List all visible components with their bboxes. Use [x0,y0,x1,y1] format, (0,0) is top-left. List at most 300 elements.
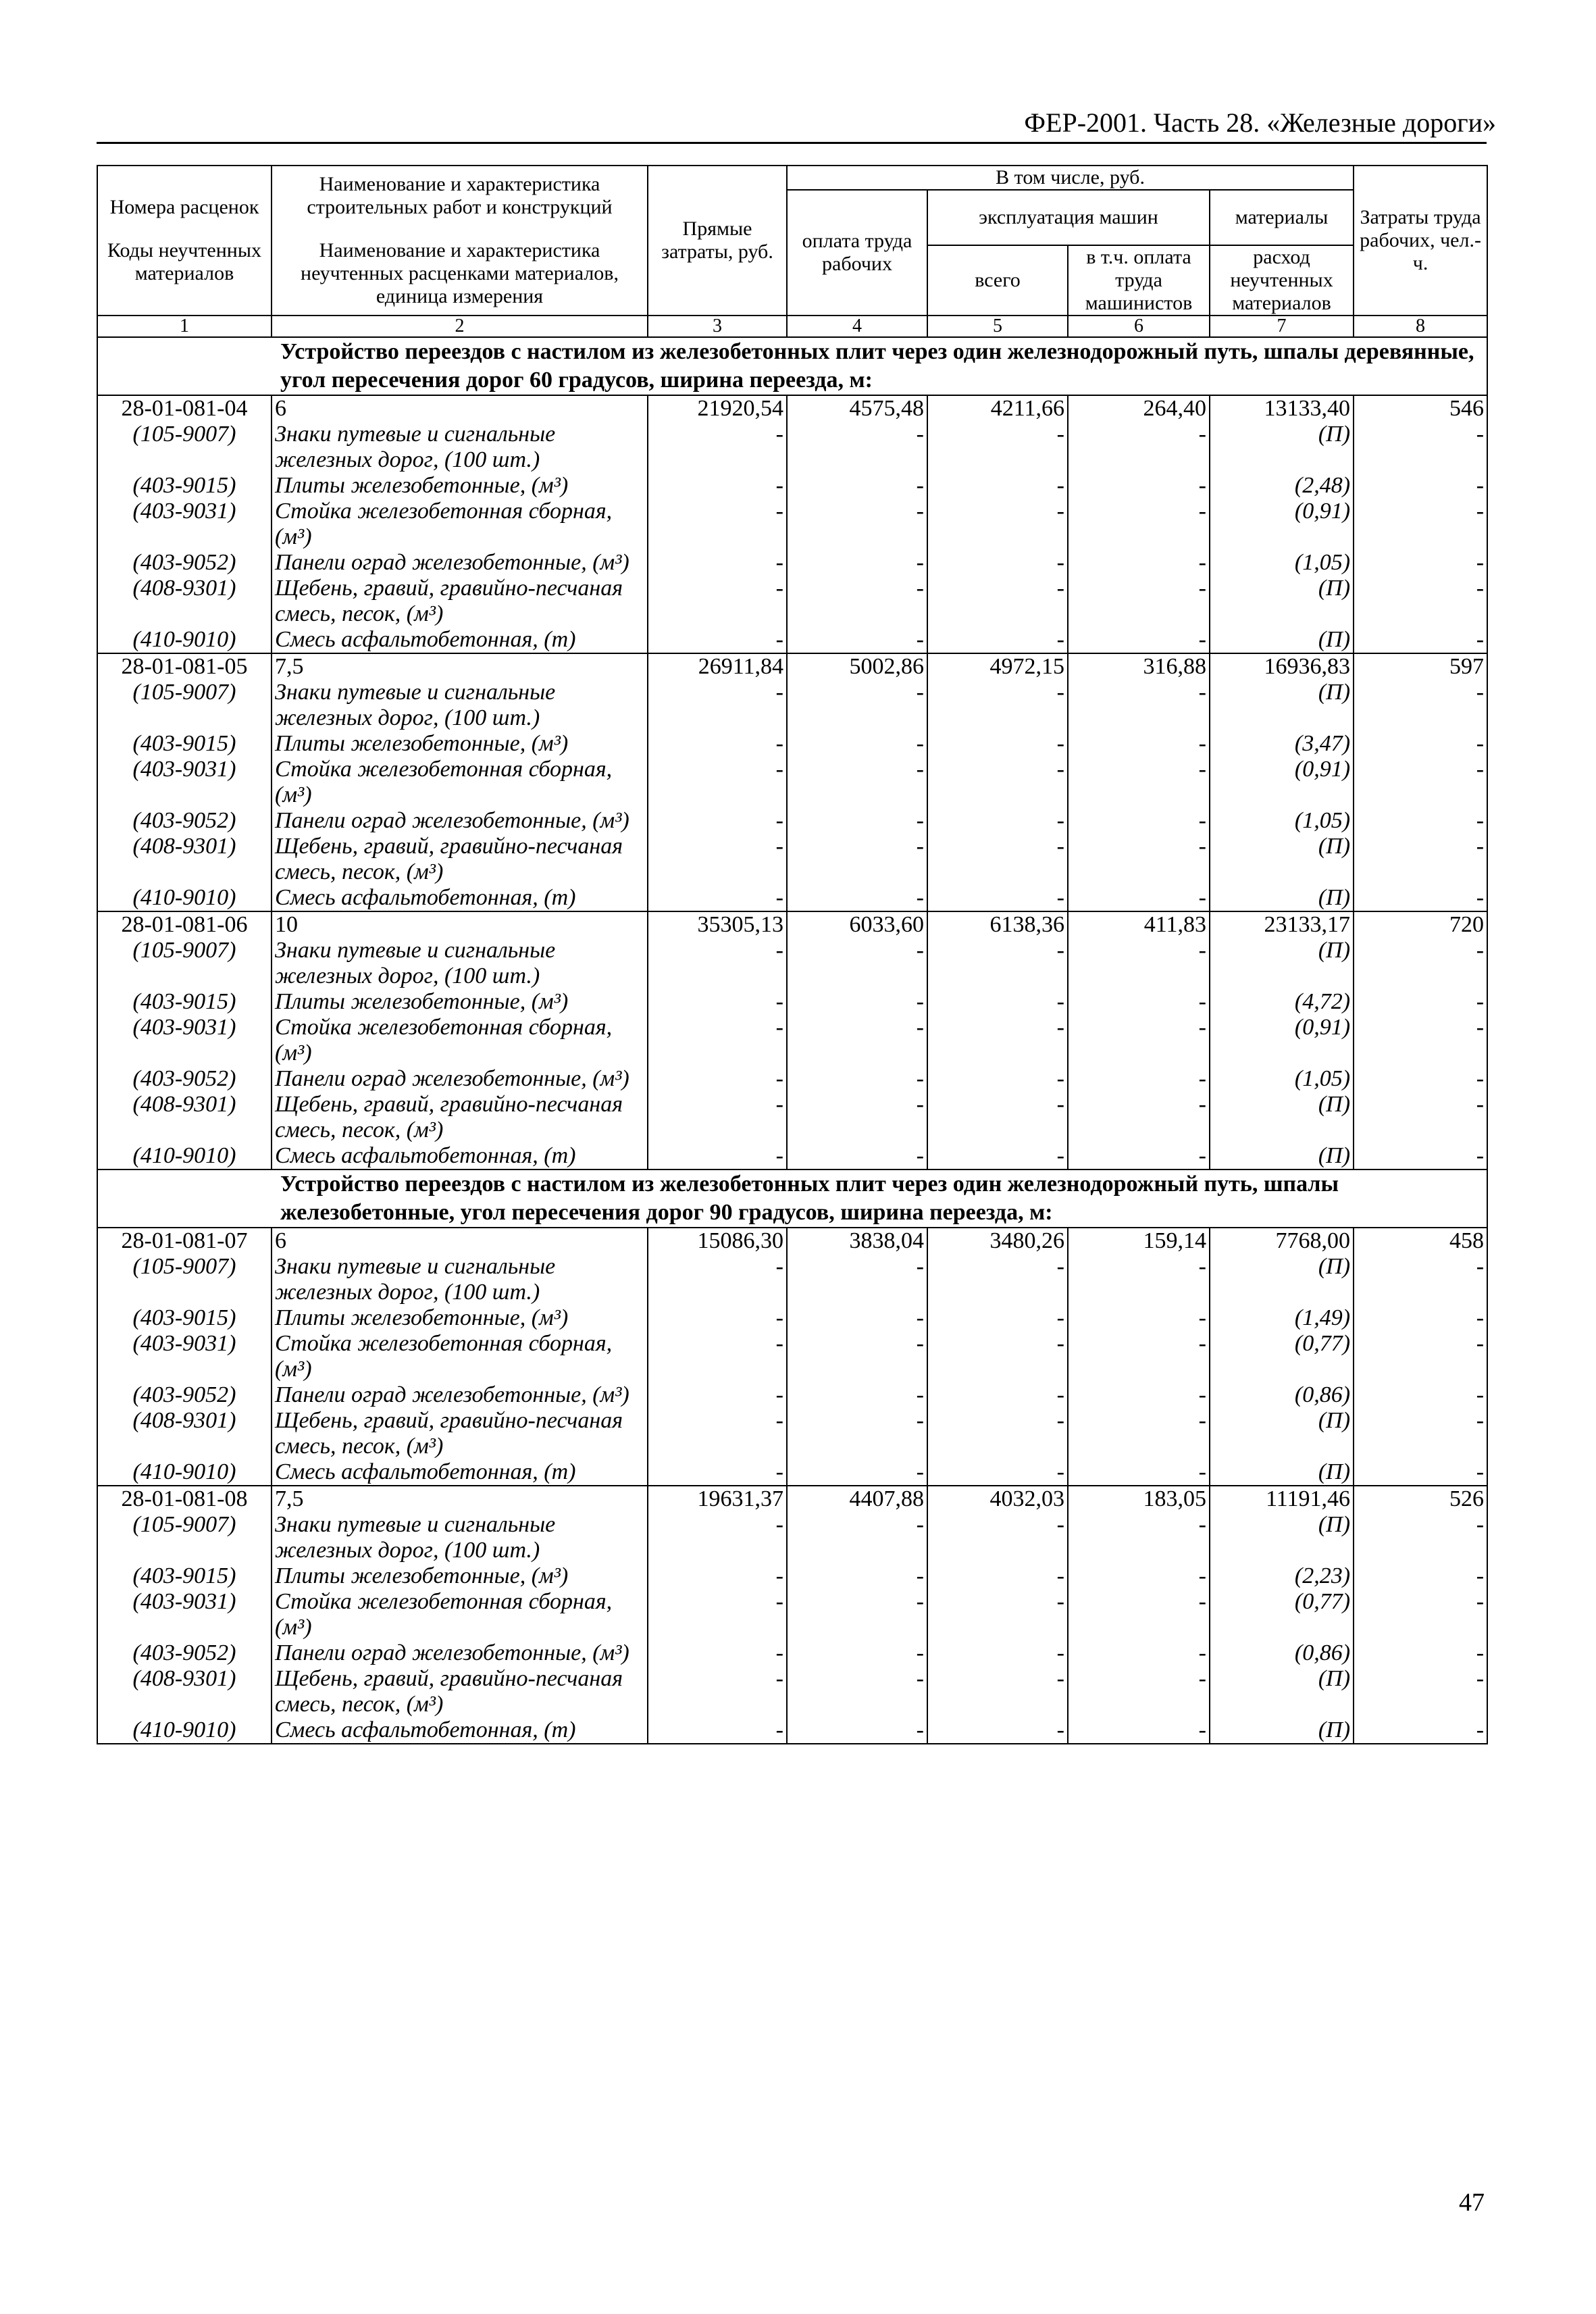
material-name: Панели оград железобетонные, (м³) [272,550,648,576]
header-col8: Затраты труда рабочих, чел.-ч. [1354,166,1487,316]
dash-cell: - [1354,808,1487,834]
dash-cell: - [648,1563,787,1589]
dash-cell: - [1068,731,1210,757]
dash-cell: - [1068,1666,1210,1717]
dash-cell: - [648,1331,787,1382]
dash-cell: - [927,989,1068,1015]
column-number: 3 [648,316,787,337]
material-amount: (П) [1210,422,1354,473]
dash-cell: - [1068,1717,1210,1744]
dash-cell: - [927,1143,1068,1169]
dash-cell: - [1068,1640,1210,1666]
dash-cell: - [927,627,1068,653]
dash-cell: - [648,576,787,627]
dash-cell: - [648,1143,787,1169]
dash-cell: - [787,885,927,911]
material-code: (403-9015) [97,989,272,1015]
dash-cell: - [927,680,1068,731]
dash-cell: - [1068,1589,1210,1640]
dash-cell: - [1068,550,1210,576]
header-col3: Прямые затраты, руб. [648,166,787,316]
material-name: Знаки путевые и сигнальные железных дорог, (100 шт.) [272,1254,648,1305]
labor-wages: 6033,60 [787,911,927,938]
dash-cell: - [648,1459,787,1486]
material-amount: (1,05) [1210,550,1354,576]
material-name: Плиты железобетонные, (м³) [272,473,648,499]
dash-cell: - [1354,834,1487,885]
header-column-numbers [97,316,1487,337]
material-code: (408-9301) [97,1408,272,1459]
dash-cell: - [1354,627,1487,653]
material-amount: (0,77) [1210,1331,1354,1382]
header-col1 [97,166,272,316]
material-row [97,473,1487,499]
dash-cell: - [787,757,927,808]
dash-cell: - [1068,1254,1210,1305]
material-name: Панели оград железобетонные, (м³) [272,1066,648,1092]
dash-cell: - [1068,1305,1210,1331]
dash-cell: - [927,1589,1068,1640]
dash-cell: - [1068,1459,1210,1486]
material-row [97,1717,1487,1744]
dash-cell: - [927,1563,1068,1589]
dash-cell: - [927,1382,1068,1408]
dash-cell: - [1354,1092,1487,1143]
section-title-row [97,337,1487,395]
dash-cell: - [648,938,787,989]
dash-cell: - [1068,989,1210,1015]
material-name: Смесь асфальтобетонная, (т) [272,1143,648,1169]
material-amount: (П) [1210,680,1354,731]
material-row [97,499,1487,550]
rate-width: 7,5 [272,653,648,680]
labor-hours: 597 [1354,653,1487,680]
material-code: (408-9301) [97,576,272,627]
header-col2-bottom: Наименование и характеристика неучтенных расценками материалов, единица измерения [301,239,619,307]
material-amount: (П) [1210,1459,1354,1486]
material-row [97,885,1487,911]
header-materials-group: материалы [1210,190,1354,245]
header-col6: в т.ч. оплата труда машинистов [1068,245,1210,316]
dash-cell: - [927,938,1068,989]
rate-width: 7,5 [272,1486,648,1512]
dash-cell: - [1354,1717,1487,1744]
dash-cell: - [927,1331,1068,1382]
dash-cell: - [648,731,787,757]
dash-cell: - [648,834,787,885]
material-amount: (П) [1210,1092,1354,1143]
dash-cell: - [1068,1563,1210,1589]
dash-cell: - [648,885,787,911]
material-name: Панели оград железобетонные, (м³) [272,1640,648,1666]
material-code: (408-9301) [97,834,272,885]
dash-cell: - [927,731,1068,757]
machinists-wages: 264,40 [1068,395,1210,422]
machines-total: 3480,26 [927,1228,1068,1254]
column-number: 8 [1354,316,1487,337]
material-name: Щебень, гравий, гравийно-песчаная смесь, песок, (м³) [272,1666,648,1717]
dash-cell: - [1354,1640,1487,1666]
dash-cell: - [1068,885,1210,911]
rates-table [97,165,1488,1744]
column-number: 2 [272,316,648,337]
material-name: Смесь асфальтобетонная, (т) [272,1717,648,1744]
rate-width: 6 [272,1228,648,1254]
material-code: (408-9301) [97,1092,272,1143]
dash-cell: - [927,1459,1068,1486]
dash-cell: - [1354,757,1487,808]
dash-cell: - [787,1640,927,1666]
direct-costs: 19631,37 [648,1486,787,1512]
dash-cell: - [787,1015,927,1066]
material-amount: (2,48) [1210,473,1354,499]
material-code: (105-9007) [97,422,272,473]
material-row [97,834,1487,885]
dash-cell: - [1354,499,1487,550]
material-name: Смесь асфальтобетонная, (т) [272,885,648,911]
dash-cell: - [1068,1382,1210,1408]
material-name: Панели оград железобетонные, (м³) [272,1382,648,1408]
dash-cell: - [927,1092,1068,1143]
rate-code: 28-01-081-04 [97,395,272,422]
material-row [97,938,1487,989]
dash-cell: - [927,834,1068,885]
dash-cell: - [648,473,787,499]
materials-cost: 16936,83 [1210,653,1354,680]
material-row [97,1408,1487,1459]
material-name: Знаки путевые и сигнальные железных дорог, (100 шт.) [272,422,648,473]
dash-cell: - [1354,731,1487,757]
dash-cell: - [1354,422,1487,473]
material-amount: (П) [1210,627,1354,653]
dash-cell: - [1068,422,1210,473]
material-row [97,1640,1487,1666]
machines-total: 6138,36 [927,911,1068,938]
material-row [97,550,1487,576]
dash-cell: - [1354,680,1487,731]
dash-cell: - [787,834,927,885]
rate-code: 28-01-081-05 [97,653,272,680]
dash-cell: - [648,808,787,834]
dash-cell: - [1068,938,1210,989]
material-code: (403-9052) [97,550,272,576]
material-row [97,1382,1487,1408]
header-col2-top: Наименование и характеристика строительных работ и конструкций [307,173,613,218]
dash-cell: - [1354,1408,1487,1459]
material-amount: (0,86) [1210,1382,1354,1408]
dash-cell: - [648,1382,787,1408]
dash-cell: - [1354,1563,1487,1589]
material-code: (403-9052) [97,1640,272,1666]
dash-cell: - [1068,1512,1210,1563]
table-body [97,337,1487,1744]
page-header: ФЕР-2001. Часть 28. «Железные дороги» [1024,107,1496,138]
material-row [97,576,1487,627]
dash-cell: - [1354,1512,1487,1563]
material-row [97,1589,1487,1640]
dash-cell: - [787,1305,927,1331]
material-row [97,627,1487,653]
material-amount: (0,91) [1210,499,1354,550]
dash-cell: - [927,576,1068,627]
labor-wages: 4407,88 [787,1486,927,1512]
dash-cell: - [648,680,787,731]
dash-cell: - [648,499,787,550]
dash-cell: - [1068,1066,1210,1092]
material-code: (403-9015) [97,1305,272,1331]
material-amount: (П) [1210,938,1354,989]
header-col1-top: Номера расценок [109,196,259,218]
dash-cell: - [1354,473,1487,499]
material-code: (403-9031) [97,1015,272,1066]
direct-costs: 21920,54 [648,395,787,422]
dash-cell: - [648,1015,787,1066]
material-name: Смесь асфальтобетонная, (т) [272,1459,648,1486]
dash-cell: - [787,1382,927,1408]
dash-cell: - [927,1015,1068,1066]
material-amount: (П) [1210,885,1354,911]
material-row [97,1666,1487,1717]
header-machines-group: эксплуатация машин [927,190,1210,245]
dash-cell: - [787,989,927,1015]
material-row [97,1459,1487,1486]
rate-row [97,395,1487,422]
dash-cell: - [1068,499,1210,550]
material-name: Плиты железобетонные, (м³) [272,1305,648,1331]
material-name: Щебень, гравий, гравийно-песчаная смесь, песок, (м³) [272,576,648,627]
dash-cell: - [787,1254,927,1305]
material-amount: (1,05) [1210,808,1354,834]
dash-cell: - [648,1408,787,1459]
material-name: Знаки путевые и сигнальные железных дорог, (100 шт.) [272,680,648,731]
labor-hours: 720 [1354,911,1487,938]
dash-cell: - [787,576,927,627]
labor-hours: 526 [1354,1486,1487,1512]
dash-cell: - [787,1092,927,1143]
material-name: Знаки путевые и сигнальные железных дорог, (100 шт.) [272,938,648,989]
dash-cell: - [927,757,1068,808]
dash-cell: - [1068,808,1210,834]
dash-cell: - [1354,1666,1487,1717]
section-title-row [97,1169,1487,1228]
material-code: (105-9007) [97,1254,272,1305]
dash-cell: - [1068,1092,1210,1143]
column-number: 7 [1210,316,1354,337]
direct-costs: 15086,30 [648,1228,787,1254]
dash-cell: - [927,1305,1068,1331]
direct-costs: 35305,13 [648,911,787,938]
material-row [97,1254,1487,1305]
material-row [97,1015,1487,1066]
dash-cell: - [787,1066,927,1092]
dash-cell: - [787,1589,927,1640]
material-row [97,422,1487,473]
rates-table-container [97,165,1487,1744]
dash-cell: - [1354,1305,1487,1331]
section-title [97,337,1487,395]
material-name: Панели оград железобетонные, (м³) [272,808,648,834]
material-row [97,1305,1487,1331]
machines-total: 4211,66 [927,395,1068,422]
material-amount: (П) [1210,576,1354,627]
material-row [97,1092,1487,1143]
material-name: Щебень, гравий, гравийно-песчаная смесь, песок, (м³) [272,1408,648,1459]
rate-width: 10 [272,911,648,938]
header-col2 [272,166,648,316]
dash-cell: - [787,422,927,473]
column-number: 5 [927,316,1068,337]
dash-cell: - [927,1254,1068,1305]
dash-cell: - [787,1717,927,1744]
labor-wages: 5002,86 [787,653,927,680]
header-col7: расход неучтенных материалов [1210,245,1354,316]
material-name: Смесь асфальтобетонная, (т) [272,627,648,653]
dash-cell: - [1068,1408,1210,1459]
material-row [97,680,1487,731]
material-code: (105-9007) [97,680,272,731]
dash-cell: - [1068,627,1210,653]
dash-cell: - [787,499,927,550]
rate-row [97,911,1487,938]
dash-cell: - [927,1512,1068,1563]
machinists-wages: 183,05 [1068,1486,1210,1512]
section-title [97,1169,1487,1228]
material-name: Плиты железобетонные, (м³) [272,1563,648,1589]
header-rule [97,142,1487,144]
dash-cell: - [648,757,787,808]
material-name: Стойка железобетонная сборная, (м³) [272,1015,648,1066]
dash-cell: - [1354,550,1487,576]
rate-code: 28-01-081-07 [97,1228,272,1254]
column-number: 6 [1068,316,1210,337]
dash-cell: - [648,1640,787,1666]
material-row [97,989,1487,1015]
material-code: (403-9015) [97,473,272,499]
material-code: (403-9031) [97,499,272,550]
dash-cell: - [1068,834,1210,885]
dash-cell: - [787,473,927,499]
material-name: Плиты железобетонные, (м³) [272,731,648,757]
materials-cost: 13133,40 [1210,395,1354,422]
dash-cell: - [1068,680,1210,731]
dash-cell: - [648,1717,787,1744]
material-amount: (0,77) [1210,1589,1354,1640]
machinists-wages: 411,83 [1068,911,1210,938]
material-name: Щебень, гравий, гравийно-песчаная смесь, песок, (м³) [272,1092,648,1143]
dash-cell: - [1354,1015,1487,1066]
dash-cell: - [1354,576,1487,627]
material-name: Стойка железобетонная сборная, (м³) [272,757,648,808]
dash-cell: - [927,885,1068,911]
material-name: Щебень, гравий, гравийно-песчаная смесь, песок, (м³) [272,834,648,885]
dash-cell: - [787,1512,927,1563]
material-code: (410-9010) [97,1143,272,1169]
material-amount: (П) [1210,1143,1354,1169]
material-name: Стойка железобетонная сборная, (м³) [272,499,648,550]
material-code: (410-9010) [97,885,272,911]
materials-cost: 11191,46 [1210,1486,1354,1512]
dash-cell: - [787,1408,927,1459]
material-code: (403-9052) [97,808,272,834]
dash-cell: - [927,422,1068,473]
material-amount: (1,05) [1210,1066,1354,1092]
material-row [97,731,1487,757]
section-title-text: Устройство переездов с настилом из железобетонных плит через один железнодорожный путь, шпалы железобетонные, угол пересечения дорог 90 градусов, ширина переезда, м: [280,1172,1339,1225]
dash-cell: - [927,473,1068,499]
machines-total: 4972,15 [927,653,1068,680]
labor-hours: 546 [1354,395,1487,422]
dash-cell: - [787,1459,927,1486]
material-name: Стойка железобетонная сборная, (м³) [272,1331,648,1382]
dash-cell: - [1068,1143,1210,1169]
material-code: (403-9031) [97,1331,272,1382]
material-code: (403-9015) [97,731,272,757]
dash-cell: - [1354,1066,1487,1092]
dash-cell: - [927,550,1068,576]
material-amount: (0,86) [1210,1640,1354,1666]
material-row [97,757,1487,808]
material-row [97,1512,1487,1563]
machinists-wages: 159,14 [1068,1228,1210,1254]
material-row [97,808,1487,834]
material-code: (105-9007) [97,1512,272,1563]
material-name: Стойка железобетонная сборная, (м³) [272,1589,648,1640]
dash-cell: - [787,1666,927,1717]
header-col4: оплата труда рабочих [787,190,927,316]
material-code: (410-9010) [97,1459,272,1486]
material-amount: (П) [1210,1408,1354,1459]
material-amount: (П) [1210,1717,1354,1744]
machinists-wages: 316,88 [1068,653,1210,680]
material-amount: (П) [1210,1512,1354,1563]
page-number: 47 [1459,2188,1485,2217]
dash-cell: - [787,808,927,834]
dash-cell: - [927,1066,1068,1092]
material-code: (403-9052) [97,1066,272,1092]
material-name: Плиты железобетонные, (м³) [272,989,648,1015]
dash-cell: - [1354,1459,1487,1486]
material-code: (105-9007) [97,938,272,989]
header-including-group: В том числе, руб. [787,166,1354,190]
header-col1-bottom: Коды неучтенных материалов [107,239,261,284]
labor-hours: 458 [1354,1228,1487,1254]
dash-cell: - [927,808,1068,834]
material-row [97,1331,1487,1382]
dash-cell: - [648,550,787,576]
dash-cell: - [1068,757,1210,808]
material-amount: (0,91) [1210,1015,1354,1066]
direct-costs: 26911,84 [648,653,787,680]
dash-cell: - [1354,1143,1487,1169]
rate-row [97,1228,1487,1254]
dash-cell: - [927,1717,1068,1744]
dash-cell: - [927,1408,1068,1459]
dash-cell: - [648,1305,787,1331]
dash-cell: - [787,1563,927,1589]
dash-cell: - [1354,885,1487,911]
dash-cell: - [1354,1254,1487,1305]
material-name: Знаки путевые и сигнальные железных дорог, (100 шт.) [272,1512,648,1563]
dash-cell: - [1354,1589,1487,1640]
dash-cell: - [787,1331,927,1382]
dash-cell: - [648,1254,787,1305]
dash-cell: - [787,550,927,576]
dash-cell: - [787,627,927,653]
material-amount: (1,49) [1210,1305,1354,1331]
dash-cell: - [1068,473,1210,499]
material-row [97,1143,1487,1169]
material-amount: (П) [1210,1254,1354,1305]
